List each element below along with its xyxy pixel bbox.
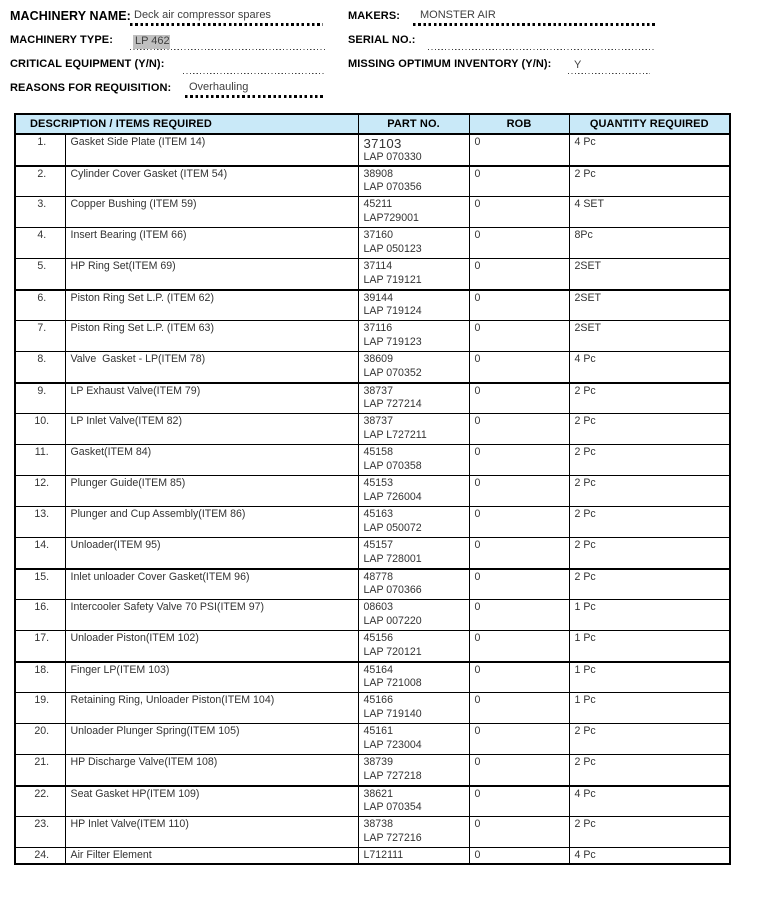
quantity-cell: 1 Pc [569, 631, 730, 662]
quantity-cell: 2 Pc [569, 507, 730, 538]
part-number: 37114 [363, 260, 393, 272]
machinery-type-field[interactable] [130, 32, 326, 50]
quantity-cell: 2 Pc [569, 383, 730, 414]
table-row [15, 538, 730, 569]
rob-cell: 0 [469, 352, 569, 383]
lap-number: LAP 721008 [363, 677, 422, 689]
quantity-cell: 8Pc [569, 228, 730, 259]
part-no-cell [358, 321, 469, 352]
missing-optimum-inventory-underline [568, 73, 650, 74]
lap-number: LAP 050123 [363, 242, 422, 255]
part-no-cell [358, 507, 469, 538]
table-row [15, 197, 730, 228]
table-header-row [15, 114, 730, 134]
row-number-cell: 6. [15, 290, 65, 321]
part-number: 08603 [363, 601, 393, 613]
machinery-type-label: MACHINERY TYPE: [10, 34, 113, 46]
description-cell: Copper Bushing (ITEM 59) [65, 197, 358, 228]
lap-number: LAP 070352 [363, 366, 422, 379]
quantity-cell: 4 SET [569, 197, 730, 228]
machinery-name-underline [130, 23, 323, 26]
serial-no-underline [428, 49, 656, 50]
rob-cell: 0 [469, 724, 569, 755]
description-cell: Plunger Guide(ITEM 85) [65, 476, 358, 507]
row-number-cell: 12. [15, 476, 65, 507]
table-row [15, 259, 730, 290]
row-number-cell: 14. [15, 538, 65, 569]
description-cell: Piston Ring Set L.P. (ITEM 62) [65, 290, 358, 321]
description-cell: Gasket Side Plate (ITEM 14) [65, 134, 358, 166]
row-number-cell: 20. [15, 724, 65, 755]
part-number: 38737 [363, 415, 393, 427]
part-no-cell [358, 693, 469, 724]
lap-number: LAP 719123 [363, 335, 422, 348]
description-cell: Cylinder Cover Gasket (ITEM 54) [65, 166, 358, 197]
row-number-cell: 10. [15, 414, 65, 445]
lap-number: LAP 720121 [363, 645, 422, 658]
table-row [15, 755, 730, 786]
reasons-for-requisition-value: Overhauling [189, 81, 249, 94]
description-cell: Plunger and Cup Assembly(ITEM 86) [65, 507, 358, 538]
requisition-table [14, 113, 731, 865]
makers-field[interactable] [413, 8, 656, 26]
part-number: 38609 [363, 353, 393, 365]
part-no-cell [358, 569, 469, 600]
part-no-cell [358, 476, 469, 507]
row-number-cell: 21. [15, 755, 65, 786]
serial-no-label: SERIAL NO.: [348, 34, 416, 46]
quantity-cell: 2 Pc [569, 817, 730, 848]
table-row [15, 631, 730, 662]
part-no-cell [358, 445, 469, 476]
part-number: 38621 [363, 787, 393, 800]
quantity-cell: 2 Pc [569, 755, 730, 786]
rob-cell: 0 [469, 817, 569, 848]
makers-underline [413, 23, 656, 26]
rob-cell: 0 [469, 134, 569, 166]
lap-number: LAP 726004 [363, 490, 422, 503]
description-cell: HP Discharge Valve(ITEM 108) [65, 755, 358, 786]
description-cell: Air Filter Element [65, 848, 358, 864]
lap-number: LAP 727214 [363, 398, 422, 410]
part-no-cell [358, 352, 469, 383]
machinery-type-underline [130, 49, 326, 50]
part-no-cell [358, 848, 469, 864]
description-cell: LP Exhaust Valve(ITEM 79) [65, 383, 358, 414]
description-cell: HP Inlet Valve(ITEM 110) [65, 817, 358, 848]
machinery-name-field[interactable] [130, 8, 323, 26]
part-number: 45158 [363, 446, 393, 458]
description-cell: Piston Ring Set L.P. (ITEM 63) [65, 321, 358, 352]
row-number-cell: 4. [15, 228, 65, 259]
part-number: 45153 [363, 477, 393, 489]
part-no-cell [358, 631, 469, 662]
lap-number: LAP 070366 [363, 584, 422, 596]
missing-optimum-inventory-label: MISSING OPTIMUM INVENTORY (Y/N): [348, 58, 552, 70]
requisition-table-body [15, 134, 730, 864]
reasons-for-requisition-underline [185, 95, 323, 98]
table-row [15, 693, 730, 724]
lap-number: LAP 050072 [363, 521, 422, 534]
description-cell: Retaining Ring, Unloader Piston(ITEM 104) [65, 693, 358, 724]
part-no-cell [358, 259, 469, 290]
row-number-cell: 23. [15, 817, 65, 848]
quantity-cell: 2SET [569, 321, 730, 352]
part-number: 38738 [363, 818, 393, 830]
part-no-cell [358, 290, 469, 321]
rob-cell: 0 [469, 228, 569, 259]
part-number: 45163 [363, 508, 393, 520]
table-row [15, 228, 730, 259]
missing-optimum-inventory-value: Y [574, 58, 582, 71]
part-number: 45211 [363, 198, 393, 210]
description-cell: Inlet unloader Cover Gasket(ITEM 96) [65, 569, 358, 600]
makers-value: MONSTER AIR [420, 9, 496, 22]
part-number: 38737 [363, 384, 393, 397]
part-number: 45164 [363, 663, 393, 676]
row-number-cell: 15. [15, 569, 65, 600]
machinery-name-label: MACHINERY NAME: [10, 9, 131, 23]
critical-equipment-field[interactable] [183, 56, 325, 74]
table-row [15, 724, 730, 755]
part-no-cell [358, 724, 469, 755]
part-number: 45161 [363, 725, 393, 737]
quantity-cell: 2 Pc [569, 166, 730, 197]
part-no-cell [358, 755, 469, 786]
quantity-cell: 2 Pc [569, 476, 730, 507]
description-cell: Insert Bearing (ITEM 66) [65, 228, 358, 259]
machinery-type-value: LP 462 [135, 34, 170, 47]
rob-cell: 0 [469, 631, 569, 662]
quantity-column-header: QUANTITY REQUIRED [569, 114, 730, 134]
part-no-cell [358, 817, 469, 848]
table-row [15, 321, 730, 352]
part-number: 39144 [363, 291, 393, 304]
description-cell: Unloader Piston(ITEM 102) [65, 631, 358, 662]
lap-number: LAP 070358 [363, 459, 422, 472]
quantity-cell: 4 Pc [569, 352, 730, 383]
rob-cell: 0 [469, 569, 569, 600]
lap-number: LAP 728001 [363, 552, 422, 565]
rob-cell: 0 [469, 662, 569, 693]
machinery-name-value: Deck air compressor spares [134, 9, 271, 22]
part-no-cell [358, 600, 469, 631]
rob-cell: 0 [469, 166, 569, 197]
table-row [15, 290, 730, 321]
quantity-cell: 4 Pc [569, 786, 730, 817]
lap-number: LAP 719121 [363, 273, 422, 286]
rob-cell: 0 [469, 445, 569, 476]
row-number-cell: 1. [15, 134, 65, 166]
lap-number: LAP 723004 [363, 738, 422, 751]
rob-cell: 0 [469, 290, 569, 321]
rob-cell: 0 [469, 600, 569, 631]
row-number-cell: 5. [15, 259, 65, 290]
part-no-cell [358, 786, 469, 817]
quantity-cell: 2SET [569, 259, 730, 290]
row-number-cell: 24. [15, 848, 65, 864]
row-number-cell: 19. [15, 693, 65, 724]
quantity-cell: 4 Pc [569, 848, 730, 864]
quantity-cell: 2 Pc [569, 569, 730, 600]
description-cell: Gasket(ITEM 84) [65, 445, 358, 476]
part-number: 37103 [363, 136, 402, 151]
lap-number: LAP L727211 [363, 428, 427, 441]
lap-number: LAP 727216 [363, 831, 422, 844]
quantity-cell: 2 Pc [569, 538, 730, 569]
rob-column-header: ROB [469, 114, 569, 134]
description-cell: Unloader(ITEM 95) [65, 538, 358, 569]
description-cell: Intercooler Safety Valve 70 PSI(ITEM 97) [65, 600, 358, 631]
part-number: 37116 [363, 322, 393, 334]
part-no-cell [358, 662, 469, 693]
lap-number: LAP 007220 [363, 614, 422, 627]
row-number-cell: 7. [15, 321, 65, 352]
table-row [15, 352, 730, 383]
description-cell: Finger LP(ITEM 103) [65, 662, 358, 693]
critical-equipment-underline [183, 73, 325, 74]
quantity-cell: 2 Pc [569, 445, 730, 476]
table-row [15, 134, 730, 166]
quantity-cell: 2SET [569, 290, 730, 321]
quantity-cell: 2 Pc [569, 414, 730, 445]
lap-number: LAP 719124 [363, 305, 422, 317]
lap-number: LAP 719140 [363, 707, 422, 720]
row-number-cell: 9. [15, 383, 65, 414]
table-row [15, 476, 730, 507]
part-no-cell [358, 166, 469, 197]
rob-cell: 0 [469, 321, 569, 352]
part-no-cell [358, 197, 469, 228]
table-row [15, 569, 730, 600]
row-number-cell: 17. [15, 631, 65, 662]
rob-cell: 0 [469, 848, 569, 864]
missing-optimum-inventory-field[interactable] [568, 56, 650, 74]
lap-number: LAP 070330 [363, 151, 422, 163]
table-row [15, 817, 730, 848]
lap-number: LAP 070354 [363, 801, 422, 813]
part-no-cell [358, 414, 469, 445]
row-number-cell: 11. [15, 445, 65, 476]
makers-label: MAKERS: [348, 10, 401, 22]
description-cell: Valve Gasket - LP(ITEM 78) [65, 352, 358, 383]
rob-cell: 0 [469, 786, 569, 817]
part-number: 45156 [363, 632, 393, 644]
part-number: 45166 [363, 694, 393, 706]
row-number-cell: 18. [15, 662, 65, 693]
table-row [15, 848, 730, 864]
quantity-cell: 1 Pc [569, 600, 730, 631]
table-row [15, 600, 730, 631]
description-cell: Unloader Plunger Spring(ITEM 105) [65, 724, 358, 755]
description-cell: LP Inlet Valve(ITEM 82) [65, 414, 358, 445]
row-number-cell: 3. [15, 197, 65, 228]
rob-cell: 0 [469, 755, 569, 786]
part-no-cell [358, 228, 469, 259]
description-column-header: DESCRIPTION / ITEMS REQUIRED [15, 114, 358, 134]
rob-cell: 0 [469, 693, 569, 724]
part-no-cell [358, 134, 469, 166]
part-number: 38908 [363, 167, 393, 180]
table-row [15, 414, 730, 445]
rob-cell: 0 [469, 197, 569, 228]
part-no-cell [358, 538, 469, 569]
table-row [15, 166, 730, 197]
quantity-cell: 4 Pc [569, 134, 730, 166]
part-number: L712111 [363, 849, 404, 861]
quantity-cell: 2 Pc [569, 724, 730, 755]
row-number-cell: 22. [15, 786, 65, 817]
critical-equipment-label: CRITICAL EQUIPMENT (Y/N): [10, 58, 165, 70]
rob-cell: 0 [469, 414, 569, 445]
rob-cell: 0 [469, 476, 569, 507]
quantity-cell: 1 Pc [569, 693, 730, 724]
table-row [15, 662, 730, 693]
table-row [15, 507, 730, 538]
row-number-cell: 13. [15, 507, 65, 538]
description-cell: HP Ring Set(ITEM 69) [65, 259, 358, 290]
rob-cell: 0 [469, 507, 569, 538]
reasons-for-requisition-field[interactable] [185, 80, 323, 98]
rob-cell: 0 [469, 383, 569, 414]
rob-cell: 0 [469, 538, 569, 569]
lap-number: LAP 727218 [363, 769, 422, 782]
part-number: 37160 [363, 229, 393, 241]
part-no-column-header: PART NO. [358, 114, 469, 134]
table-row [15, 445, 730, 476]
lap-number: LAP729001 [363, 211, 419, 224]
part-number: 48778 [363, 570, 393, 583]
table-row [15, 383, 730, 414]
row-number-cell: 2. [15, 166, 65, 197]
serial-no-field[interactable] [428, 32, 656, 50]
lap-number: LAP 070356 [363, 181, 422, 193]
table-row [15, 786, 730, 817]
description-cell: Seat Gasket HP(ITEM 109) [65, 786, 358, 817]
part-no-cell [358, 383, 469, 414]
row-number-cell: 16. [15, 600, 65, 631]
rob-cell: 0 [469, 259, 569, 290]
part-number: 38739 [363, 756, 393, 768]
reasons-for-requisition-label: REASONS FOR REQUISITION: [10, 82, 172, 94]
row-number-cell: 8. [15, 352, 65, 383]
quantity-cell: 1 Pc [569, 662, 730, 693]
part-number: 45157 [363, 539, 393, 551]
